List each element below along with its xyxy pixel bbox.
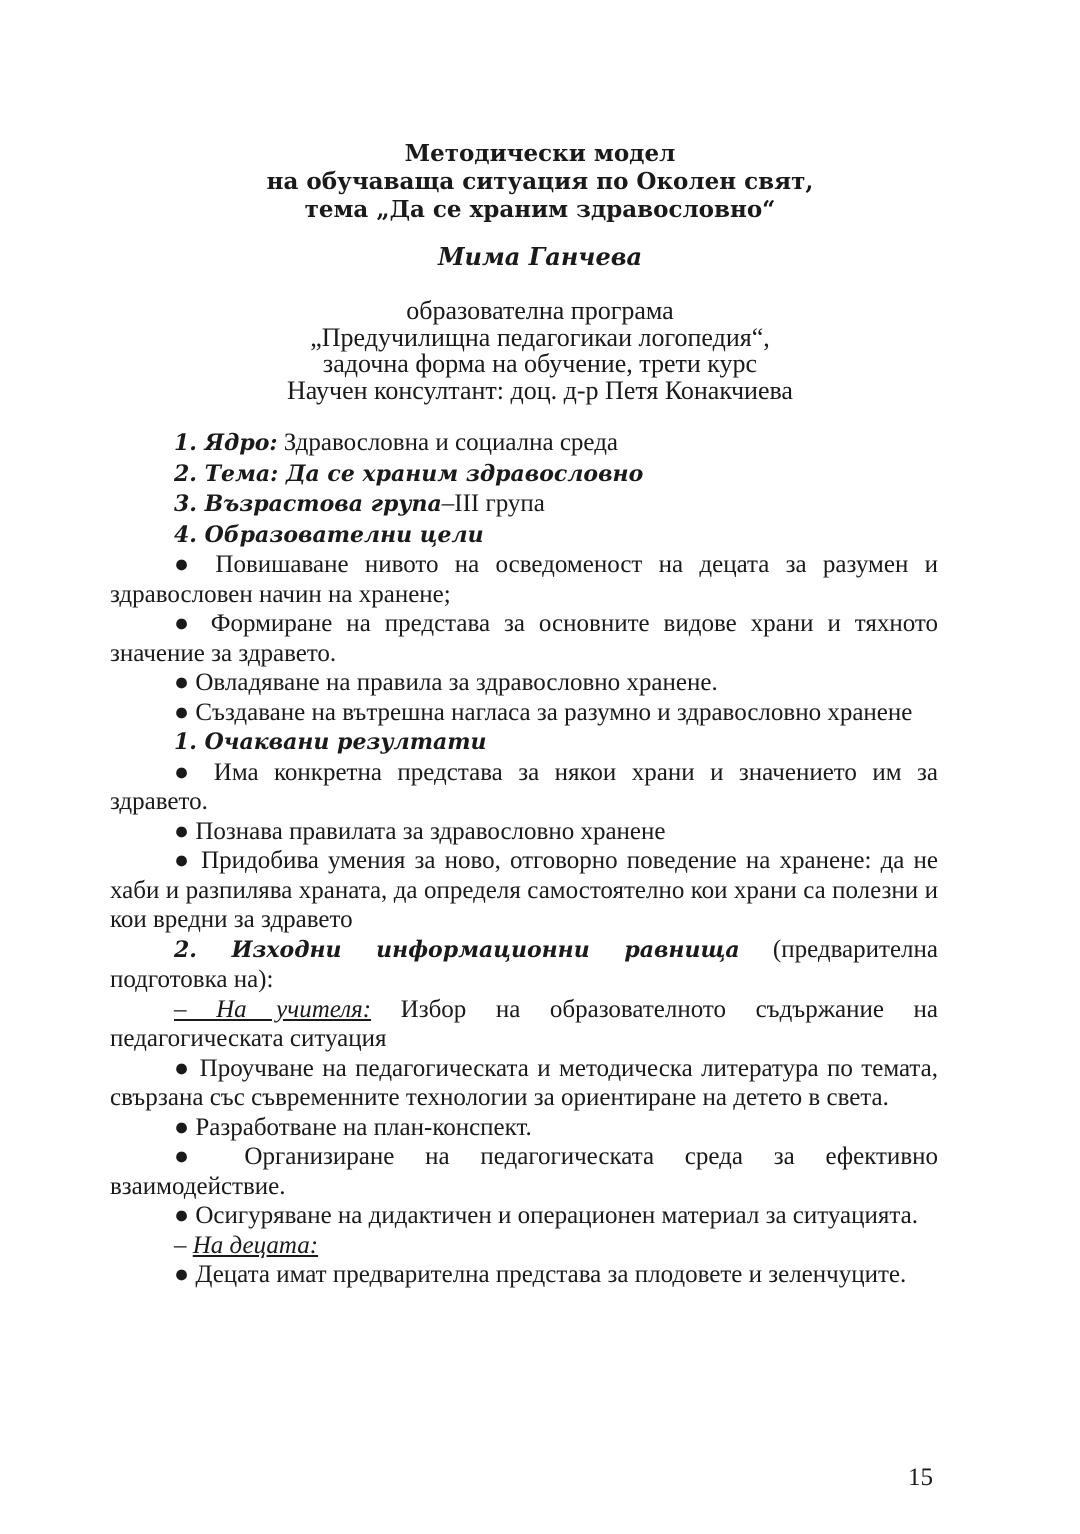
teacher-item: ● Разработване на план-конспект. xyxy=(174,1113,532,1141)
children-heading xyxy=(110,1231,938,1261)
goal-item: ● Овладяване на правила за здравословно хранене. xyxy=(174,669,718,696)
children-dash: – xyxy=(174,1231,193,1259)
program-line-3: задочна форма на обучение, трети курс xyxy=(322,349,758,378)
program-info xyxy=(0,298,1080,404)
teacher-label: – На учителя: xyxy=(174,995,372,1023)
goal-item: ● Създаване на вътрешна нагласа за разумно и здравословно хранене xyxy=(174,698,913,726)
section-goals-label: 4. Образователни цели xyxy=(174,521,484,548)
result-item: ● Придобива умения за ново, отговорно поведение на хранене: да не хаби и разпилява храната, да определя самостоятелно кои храни са полезни и кои вредни за здравето xyxy=(110,847,938,933)
section-age-label: 3. Възрастова група xyxy=(174,491,442,517)
teacher-item: ● Осигуряване на дидактичен и операционен материал за ситуацията. xyxy=(174,1202,918,1229)
title-line-2: на обучаваща ситуация по Околен свят, xyxy=(266,168,814,195)
program-line-2: „Предучилищна педагогикаи логопедия“, xyxy=(310,322,770,352)
teacher-paragraph xyxy=(110,995,938,1054)
section-levels-label: 2. Изходни информационни равнища xyxy=(174,936,740,963)
page-number: 15 xyxy=(908,1464,933,1491)
title-line-3: тема „Да се храним здравословно“ xyxy=(304,196,776,223)
goal-item: ● Формиране на представа за основните видове храни и тяхното значение за здравето. xyxy=(110,610,938,667)
section-levels-text: (предварителна подготовка на): xyxy=(110,935,938,993)
section-levels xyxy=(110,935,938,995)
section-results-label: 1. Очаквани резултати xyxy=(174,729,487,755)
section-core-text: Здравословна и социална среда xyxy=(277,429,619,456)
document-body xyxy=(110,428,938,1290)
section-age-text: –III група xyxy=(441,490,545,517)
author-name: Мима Ганчева xyxy=(437,242,643,271)
teacher-item: ● Организиране на педагогическата среда за ефективно взаимодействие. xyxy=(110,1143,938,1200)
section-goals-heading xyxy=(110,520,938,551)
section-topic xyxy=(110,459,938,490)
program-line-4: Научен консултант: доц. д-р Петя Конакчиева xyxy=(287,375,793,405)
result-item: ● Познава правилата за здравословно хранене xyxy=(174,817,666,845)
section-results-heading xyxy=(110,727,938,758)
title-line-1: Методически модел xyxy=(404,140,676,167)
section-core-label: 1. Ядро: xyxy=(174,430,278,456)
result-item: ● Има конкретна представа за някои храни и значението им за здравето. xyxy=(110,758,938,815)
teacher-text: Избор на образователното съдържание на педагогическата ситуация xyxy=(110,995,938,1052)
goal-item: ● Повишаване нивото на осведоменост на децата за разумен и здравословен начин на хранене; xyxy=(110,551,938,608)
teacher-item: ● Проучване на педагогическата и методическа литература по темата, свързана със съвременните технологии за ориентиране на детето в света. xyxy=(110,1054,938,1111)
children-label: На децата: xyxy=(192,1231,319,1259)
section-topic-label: 2. Тема: Да се храним здравословно xyxy=(174,460,644,487)
section-age-group xyxy=(110,489,938,520)
children-item: ● Децата имат предварителна представа за плодовете и зеленчуците. xyxy=(174,1261,907,1288)
section-core xyxy=(110,428,938,459)
program-line-1: образователна програма xyxy=(406,296,674,325)
document-title xyxy=(0,140,1080,224)
